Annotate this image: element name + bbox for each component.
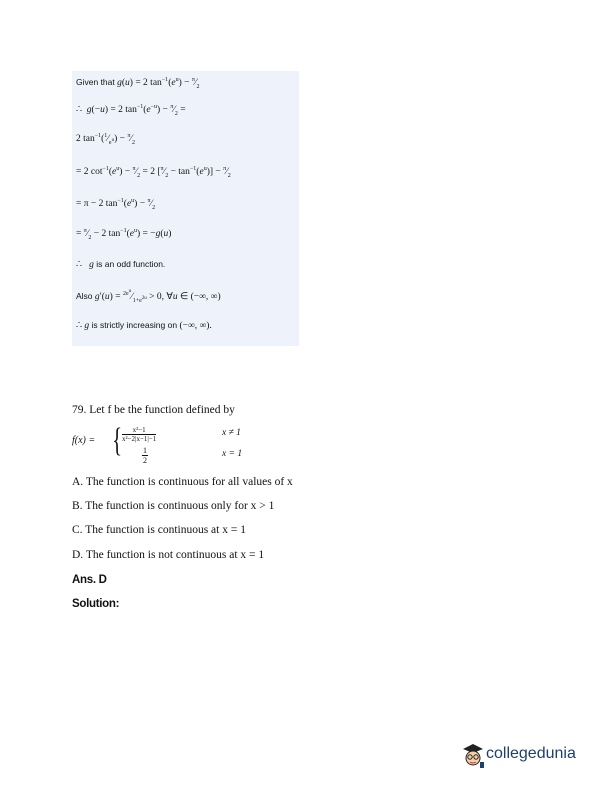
case-2-condition: x = 1	[222, 449, 243, 459]
solution-line-4: = 2 $\cot^{-1}(e^u)$ − $^\pi⁄_2 = 2$ $[^\pi⁄_2 - \tan^{-1}(e^u)]$ − $^\pi⁄_2$	[76, 166, 231, 180]
brace: {	[112, 422, 123, 459]
option-c: C. The function is continuous at x = 1	[72, 524, 246, 536]
question-title: 79. Let f be the function defined by	[72, 404, 235, 416]
solution-label: Solution:	[72, 598, 120, 610]
answer: Ans. D	[72, 574, 107, 586]
collegedunia-logo	[460, 741, 590, 769]
solution-line-6: = $^\pi⁄_2 - 2$ $\tan^{-1}(e^u) = -g(u)$	[76, 228, 172, 242]
solution-line-7: ∴ g is an odd function.	[76, 259, 166, 270]
solution-line-3: 2 $\tan^{-1}(^1⁄_{e^u})$ − $^\pi⁄_2$	[76, 133, 135, 147]
solution-line-5: = π − 2 $\tan^{-1}(e^u)$ − $^\pi⁄_2$	[76, 198, 156, 212]
solution-panel	[72, 71, 299, 346]
case-2-numerator: 1	[143, 446, 147, 455]
case-1-fraction	[122, 426, 156, 443]
case-1-numerator: x²−1	[122, 426, 156, 435]
case-1-condition: x ≠ 1	[222, 428, 241, 438]
piecewise-function	[72, 422, 292, 466]
function-lhs: f(x) =	[72, 435, 96, 446]
brand-name: collegedunia	[486, 745, 576, 762]
solution-line-2: ∴ g(−u) = 2 $\tan^{-1}(e^{-u})$ − $^\pi⁄_2$ =	[76, 104, 186, 118]
solution-line-1: Given that g(u) = 2 $\tan^{-1}(e^u)$ − $^\pi⁄_2$	[76, 77, 200, 91]
case-2-fraction	[142, 446, 148, 465]
case-1-denominator: x²−2|x−1|−1	[122, 435, 157, 443]
graduate-mascot-icon	[460, 741, 486, 769]
option-a: A. The function is continuous for all values of x	[72, 476, 293, 488]
solution-line-8: Also $g'(u) = ^{2e^u}⁄_{1+e^{2u}} > 0$, ∀u ∈ (−∞, ∞)	[76, 289, 221, 305]
option-d: D. The function is not continuous at x = 1	[72, 549, 265, 561]
solution-line-9: ∴ g is strictly increasing on (−∞, ∞).	[76, 320, 212, 331]
option-b: B. The function is continuous only for x > 1	[72, 500, 275, 512]
case-2-denominator: 2	[143, 456, 147, 465]
